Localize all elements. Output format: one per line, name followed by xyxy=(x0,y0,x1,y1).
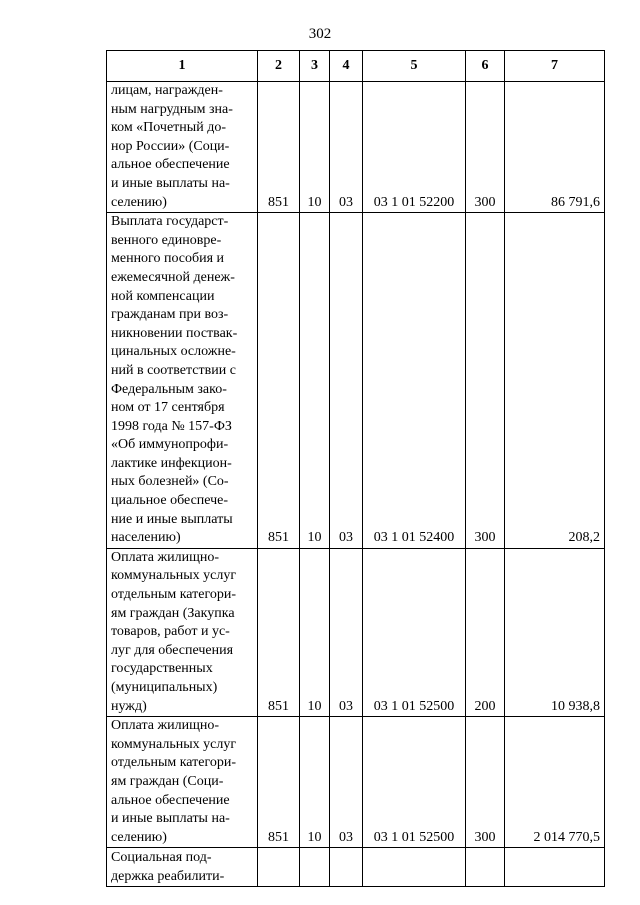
expense-type-code: 300 xyxy=(466,213,505,549)
target-article-code: 03 1 01 52500 xyxy=(363,548,466,716)
ministry-code: 851 xyxy=(258,82,300,213)
row-description xyxy=(107,82,258,213)
description-line: Оплата жилищно- xyxy=(111,549,220,565)
table-row xyxy=(107,82,605,213)
amount: 10 938,8 xyxy=(505,548,605,716)
target-article-code: 03 1 01 52400 xyxy=(363,213,466,549)
target-article-code: 03 1 01 52500 xyxy=(363,717,466,848)
description-line: гражданам при воз- xyxy=(111,307,229,323)
description-line: коммунальных услуг xyxy=(111,736,237,752)
description-line: (муниципальных) xyxy=(111,680,218,695)
budget-table xyxy=(106,50,605,887)
description-line: венного единовре- xyxy=(111,232,222,248)
description-line: ном от 17 сентября xyxy=(111,400,225,416)
expense-type-code: 300 xyxy=(466,717,505,848)
description-line: луг для обеспечения xyxy=(111,642,234,658)
row-description xyxy=(107,717,258,848)
description-line: альное обеспечение xyxy=(111,792,230,808)
description-line: ежемесячной денеж- xyxy=(111,269,235,285)
column-header: 7 xyxy=(505,51,605,82)
table-row xyxy=(107,548,605,716)
description-line: ных болезней» (Со- xyxy=(111,474,229,490)
amount: 86 791,6 xyxy=(505,82,605,213)
ministry-code: 851 xyxy=(258,548,300,716)
description-line: ние и иные выплаты xyxy=(111,511,233,527)
column-header: 3 xyxy=(300,51,330,82)
description-line: товаров, работ и ус- xyxy=(111,624,230,640)
description-line: и иные выплаты на- xyxy=(111,175,230,191)
section-code: 10 xyxy=(300,213,330,549)
description-line: селению) xyxy=(111,194,167,210)
expense-type-code xyxy=(466,848,505,887)
description-line: Выплата государст- xyxy=(111,214,229,230)
column-header: 5 xyxy=(363,51,466,82)
description-line: ком «Почетный до- xyxy=(111,120,226,136)
description-line: ным нагрудным зна- xyxy=(111,101,233,117)
amount: 2 014 770,5 xyxy=(505,717,605,848)
table-row xyxy=(107,848,605,887)
description-line: лактике инфекцион- xyxy=(111,455,232,471)
column-header: 4 xyxy=(330,51,363,82)
ministry-code: 851 xyxy=(258,213,300,549)
description-line: нор России» (Соци- xyxy=(111,138,230,154)
subsection-code xyxy=(330,848,363,887)
subsection-code: 03 xyxy=(330,717,363,848)
column-header: 6 xyxy=(466,51,505,82)
page-number: 302 xyxy=(308,26,332,42)
description-line: циальное обеспече- xyxy=(111,493,229,509)
description-line: цинальных осложне- xyxy=(111,344,236,360)
ministry-code: 851 xyxy=(258,717,300,848)
subsection-code: 03 xyxy=(330,82,363,213)
description-line: отдельным категори- xyxy=(111,587,237,603)
row-description xyxy=(107,548,258,716)
description-line: Социальная под- xyxy=(111,850,212,866)
row-description xyxy=(107,848,258,887)
target-article-code: 03 1 01 52200 xyxy=(363,82,466,213)
description-line: ям граждан (Закупка xyxy=(111,605,235,621)
expense-type-code: 200 xyxy=(466,548,505,716)
description-line: менного пособия и xyxy=(111,251,225,267)
column-header: 1 xyxy=(107,51,258,82)
section-code: 10 xyxy=(300,82,330,213)
row-description xyxy=(107,213,258,549)
description-line: лицам, награжден- xyxy=(111,83,223,98)
expense-type-code: 300 xyxy=(466,82,505,213)
description-line: альное обеспечение xyxy=(111,157,230,173)
subsection-code: 03 xyxy=(330,213,363,549)
description-line: Федеральным зако- xyxy=(111,381,227,397)
description-line: Оплата жилищно- xyxy=(111,718,220,734)
ministry-code xyxy=(258,848,300,887)
column-header: 2 xyxy=(258,51,300,82)
description-line: отдельным категори- xyxy=(111,755,237,771)
description-line: селению) xyxy=(111,829,167,845)
subsection-code: 03 xyxy=(330,548,363,716)
description-line: ной компенсации xyxy=(111,288,215,304)
target-article-code xyxy=(363,848,466,887)
description-line: никновении поствак- xyxy=(111,325,238,341)
table-header-row xyxy=(107,51,605,82)
description-line: и иные выплаты на- xyxy=(111,811,230,827)
description-line: государственных xyxy=(111,661,213,677)
table-row xyxy=(107,717,605,848)
amount: 208,2 xyxy=(505,213,605,549)
table-row xyxy=(107,213,605,549)
description-line: ям граждан (Соци- xyxy=(111,773,224,789)
description-line: 1998 года № 157-ФЗ xyxy=(111,418,232,434)
amount xyxy=(505,848,605,887)
section-code xyxy=(300,848,330,887)
section-code: 10 xyxy=(300,717,330,848)
description-line: населению) xyxy=(111,530,181,546)
description-line: ний в соответствии с xyxy=(111,362,236,378)
description-line: нужд) xyxy=(111,698,147,714)
description-line: держка реабилити- xyxy=(111,868,225,884)
section-code: 10 xyxy=(300,548,330,716)
description-line: «Об иммунопрофи- xyxy=(111,437,229,453)
description-line: коммунальных услуг xyxy=(111,568,237,584)
